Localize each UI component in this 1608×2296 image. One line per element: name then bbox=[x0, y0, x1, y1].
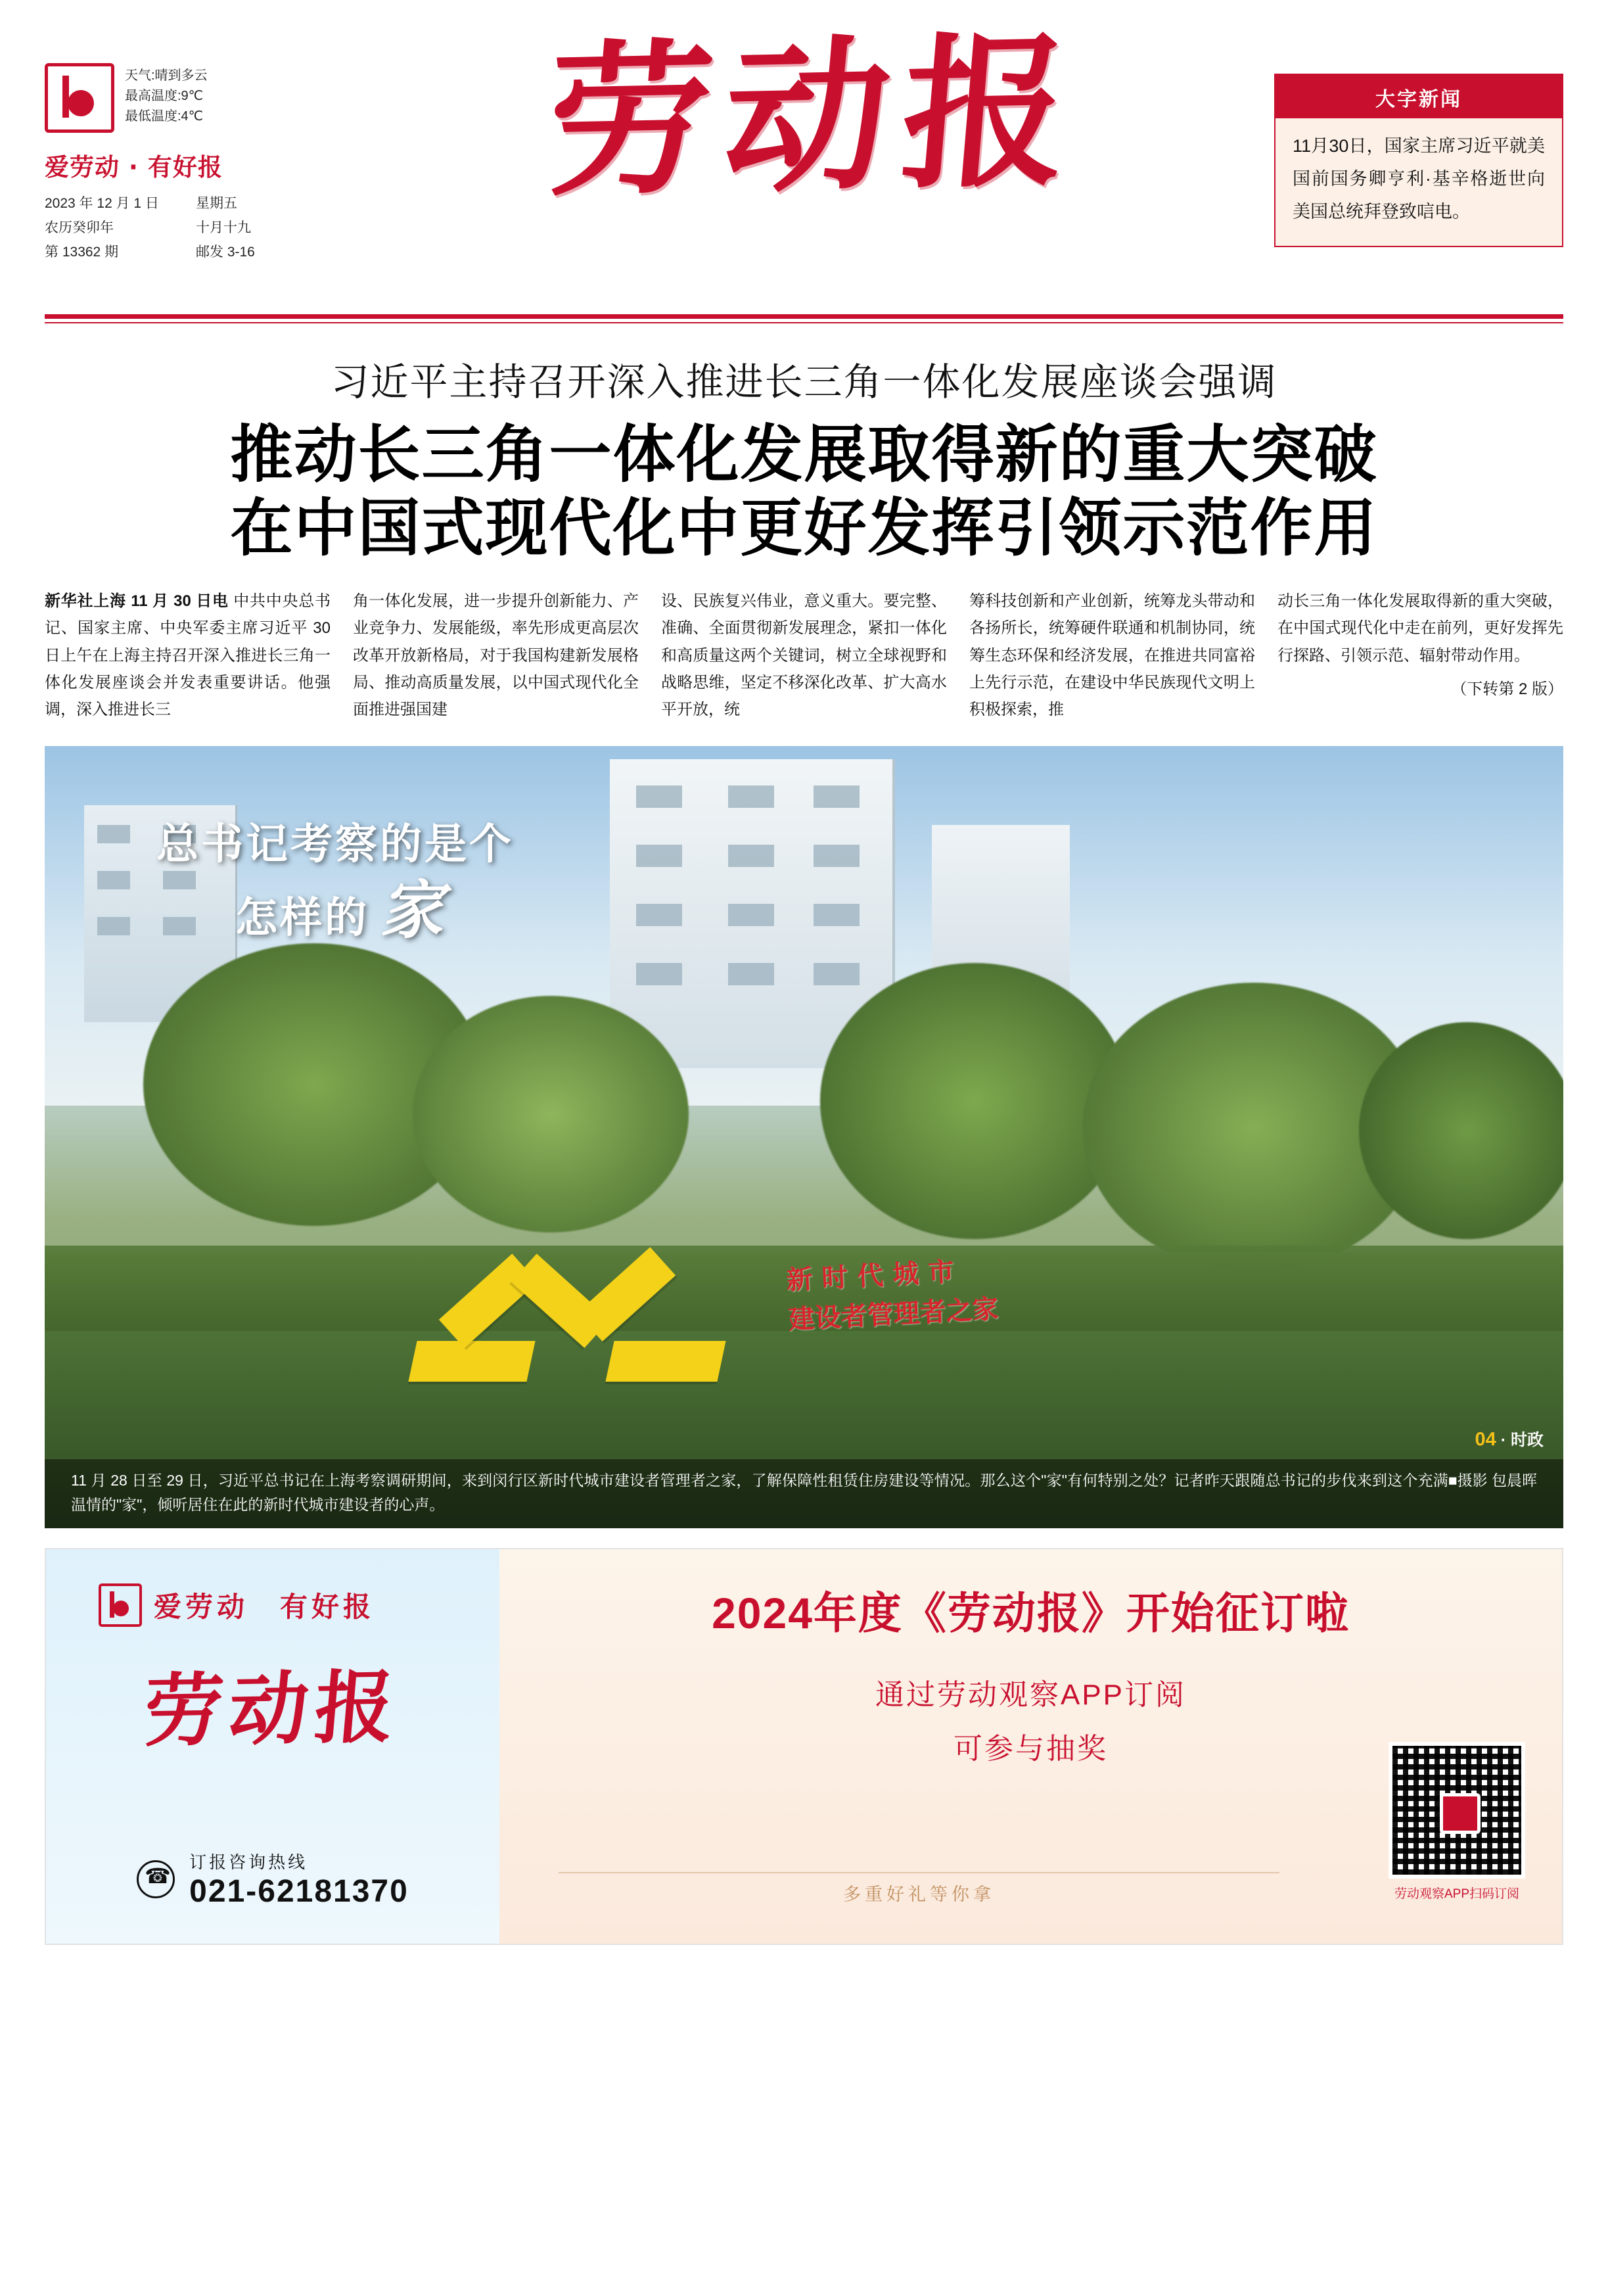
ad-subtitle-1: 通过劳动观察APP订阅 bbox=[875, 1678, 1187, 1711]
photo-yellow-sculpture bbox=[413, 1262, 722, 1387]
lead-column-1-text: 中共中央总书记、国家主席、中央军委主席习近平 30 日上午在上海主持召开深入推进长三角一体化发展座谈会并发表重要讲话。他强调，深入推进长三 bbox=[45, 592, 331, 719]
issue-info bbox=[45, 192, 354, 264]
big-news-text: 11月30日，国家主席习近平就美国前国务卿亨利·基辛格逝世向美国总统拜登致唁电。 bbox=[1293, 136, 1545, 222]
photo-title-accent: 家 bbox=[380, 872, 446, 947]
lead-kicker: 习近平主持召开深入推进长三角一体化发展座谈会强调 bbox=[331, 360, 1277, 404]
photo-credit: ■摄影 包晨晖 bbox=[1448, 1472, 1537, 1489]
lead-column-5 bbox=[1277, 588, 1563, 723]
lead-jump-note: （下转第 2 版） bbox=[1451, 680, 1563, 698]
weather-high: 最高温度:9℃ bbox=[125, 89, 204, 103]
photo-red-slogan bbox=[785, 1250, 999, 1340]
masthead-right bbox=[1274, 0, 1563, 247]
lead-column-4: 筹科技创新和产业创新，统筹龙头带动和各扬所长，统筹硬件联通和机制协同，统筹生态环保和经济发展，在推进共同富裕上先行示范，在建设中华民族现代文明上积极探索，推 bbox=[969, 592, 1255, 719]
photo-page-reference bbox=[1475, 1427, 1544, 1451]
photo-title-line1: 总书记考察的是个 bbox=[156, 819, 514, 869]
laodongbao-logo-icon bbox=[45, 63, 114, 133]
ad-qr-block[interactable] bbox=[1389, 1742, 1525, 1902]
big-news-box bbox=[1274, 74, 1563, 247]
ad-message-panel bbox=[499, 1549, 1562, 1944]
photo-tree-5 bbox=[1359, 1022, 1563, 1239]
ad-hotline-lines bbox=[189, 1849, 409, 1909]
date-gregorian: 2023 年 12 月 1 日 bbox=[45, 196, 159, 211]
photo-tree-2 bbox=[413, 996, 689, 1232]
laodongbao-logo-icon-small bbox=[99, 1583, 142, 1627]
photo-caption-text: 11 月 28 日至 29 日，习近平总书记在上海考察调研期间，来到闵行区新时代城市建设者管理者之家，了解保障性租赁住房建设等情况。那么这个"家"有何特别之处？记者昨天跟随总书记的步伐来到这个充满温情的"家"，倾听居住在此的新时代城市建设者的心声。 bbox=[71, 1472, 1448, 1514]
phone-icon bbox=[137, 1860, 175, 1898]
date-lunar: 农历癸卯年 bbox=[45, 220, 114, 235]
lead-dateline: 新华社上海 11 月 30 日电 bbox=[45, 592, 229, 611]
photo-title-line2-wrap bbox=[235, 871, 514, 950]
lead-story-header bbox=[45, 323, 1563, 565]
photo-red-slogan-line1: 新 时 代 城 市 bbox=[785, 1255, 955, 1296]
ad-brand-panel bbox=[46, 1549, 499, 1944]
weather-condition: 天气:晴到多云 bbox=[125, 68, 208, 83]
weather-low: 最低温度:4℃ bbox=[125, 109, 204, 124]
lunar-day: 十月十九 bbox=[196, 220, 251, 235]
masthead-left bbox=[45, 0, 354, 264]
newspaper-nameplate: 劳动报 bbox=[539, 14, 1089, 219]
ad-title: 2024年度《劳动报》开始征订啦 bbox=[712, 1588, 1350, 1637]
ad-subtitle-2: 可参与抽奖 bbox=[953, 1732, 1108, 1765]
ad-ribbon-text: 多重好礼等你拿 bbox=[559, 1872, 1279, 1906]
photo-page-section: · 时政 bbox=[1500, 1430, 1544, 1449]
lead-headline-line2: 在中国式现代化中更好发挥引领示范作用 bbox=[230, 492, 1378, 565]
ad-qr-caption: 劳动观察APP扫码订阅 bbox=[1394, 1886, 1520, 1901]
feature-photo bbox=[45, 746, 1563, 1528]
lead-headline-line1: 推动长三角一体化发展取得新的重大突破 bbox=[230, 419, 1378, 491]
ad-brand-top bbox=[46, 1549, 499, 1627]
photo-overlay-title bbox=[156, 818, 514, 950]
weekday: 星期五 bbox=[196, 196, 237, 211]
lead-column-2: 角一体化发展，进一步提升创新能力、产业竞争力、发展能级，率先形成更高层次改革开放新格局，对于我国构建新发展格局、推动高质量发展，以中国式现代化全面推进强国建 bbox=[353, 592, 639, 719]
weather-block bbox=[45, 63, 354, 133]
lead-column-3: 设、民族复兴伟业，意义重大。要完整、准确、全面贯彻新发展理念，紧扣一体化和高质量这两个关键词，树立全球视野和战略思维，坚定不移深化改革、扩大高水平开放，统 bbox=[661, 592, 947, 719]
ad-brand-slogan: 爱劳动 有好报 bbox=[154, 1591, 375, 1622]
lead-column-5-text: 动长三角一体化发展取得新的重大突破，在中国式现代化中走在前列，更好发挥先行探路、引领示范、辐射带动作用。 bbox=[1277, 592, 1563, 665]
ad-hotline-number[interactable]: 021-62181370 bbox=[189, 1873, 409, 1909]
ad-hotline[interactable] bbox=[46, 1849, 499, 1909]
photo-caption bbox=[45, 1459, 1563, 1528]
ad-brand-name: 劳动报 bbox=[139, 1660, 405, 1758]
masthead-slogan: 爱劳动 · 有好报 bbox=[45, 153, 223, 181]
photo-tree-3 bbox=[820, 963, 1129, 1239]
weather-lines bbox=[125, 63, 208, 127]
masthead bbox=[45, 0, 1563, 309]
qr-code-icon[interactable] bbox=[1389, 1742, 1525, 1879]
lead-story-columns bbox=[45, 588, 1563, 723]
ad-hotline-label: 订报咨询热线 bbox=[189, 1852, 308, 1872]
masthead-center bbox=[354, 0, 1274, 219]
photo-red-slogan-line2: 建设者管理者之家 bbox=[787, 1293, 999, 1335]
photo-title-line2: 怎样的 bbox=[235, 893, 369, 943]
photo-page-number: 04 bbox=[1475, 1428, 1496, 1450]
postal-code: 邮发 3-16 bbox=[196, 244, 255, 260]
subscription-ad[interactable] bbox=[45, 1548, 1563, 1945]
issue-number: 第 13362 期 bbox=[45, 244, 119, 260]
lead-column-1 bbox=[45, 588, 331, 723]
masthead-rule-thick bbox=[45, 314, 1563, 319]
big-news-title: 大字新闻 bbox=[1275, 75, 1562, 118]
